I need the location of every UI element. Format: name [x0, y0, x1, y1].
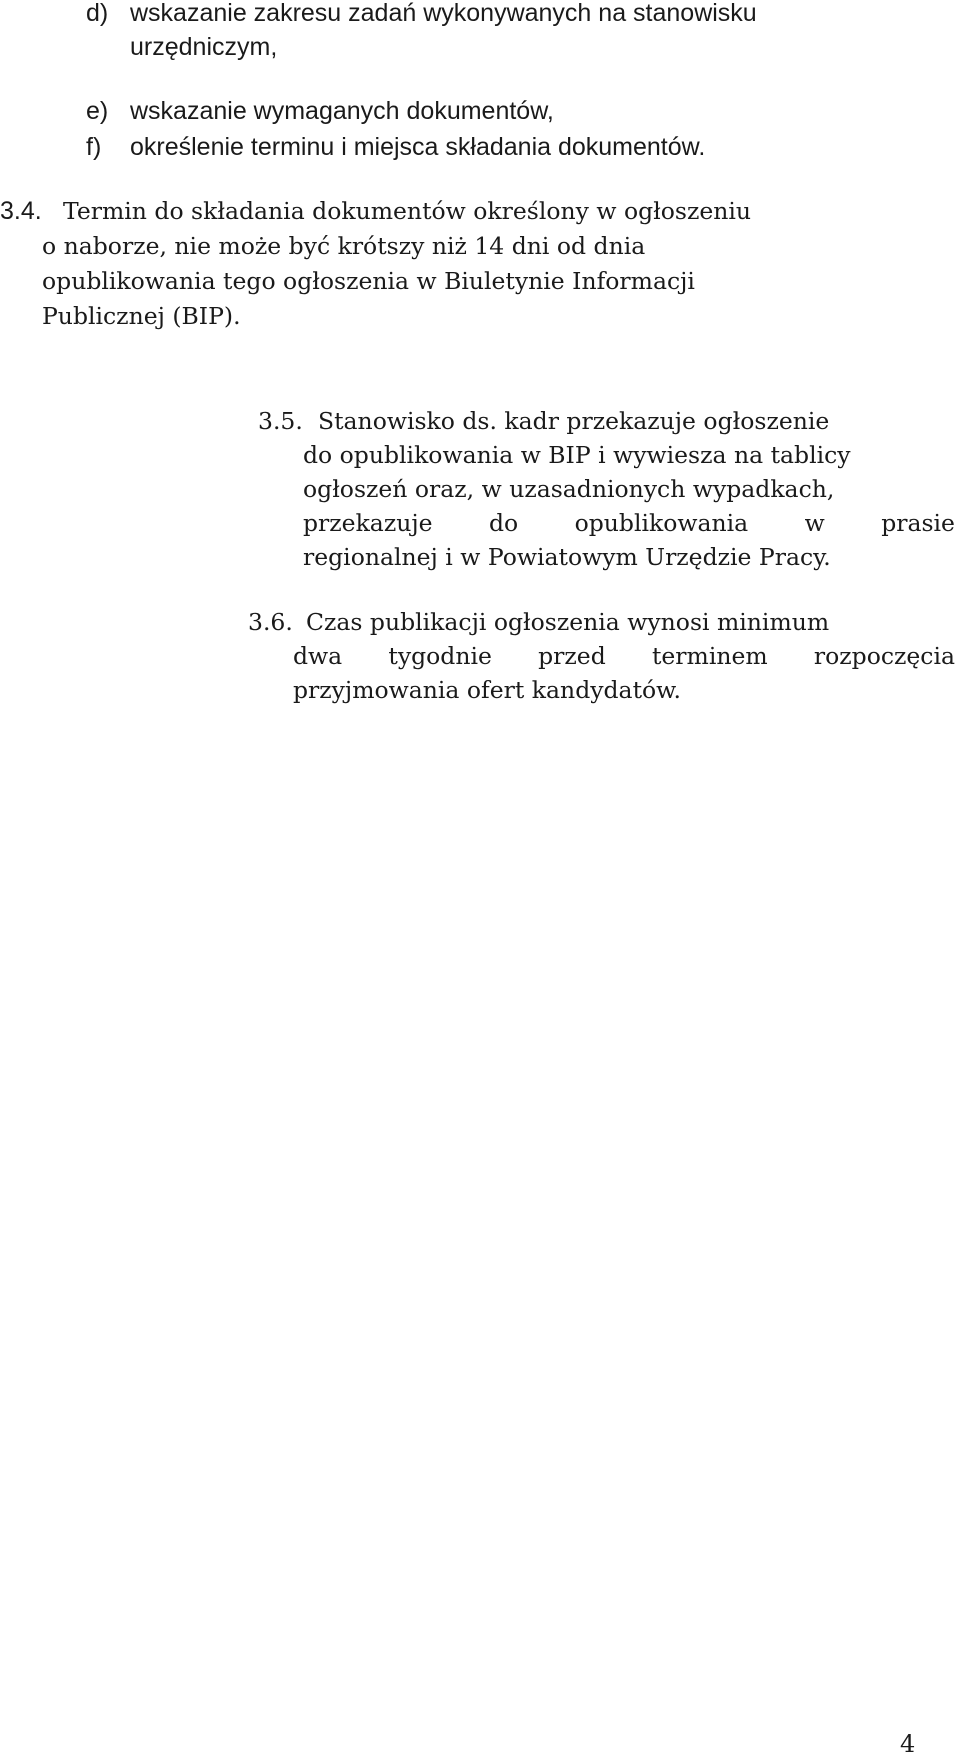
word: terminem [651, 642, 768, 670]
list-item-e-marker: e) [86, 97, 109, 125]
word: opublikowania [574, 509, 749, 537]
section-3-5-line-5: regionalnej i w Powiatowym Urzędzie Pracy. [303, 543, 831, 571]
section-3-4-line-2: o naborze, nie może być krótszy niż 14 dni od dnia [42, 232, 646, 260]
word: rozpoczęcia [813, 642, 955, 670]
word: dwa [293, 642, 343, 670]
list-item-d-line-1: wskazanie zakresu zadań wykonywanych na stanowisku [130, 0, 757, 27]
section-3-4-line-3: opublikowania tego ogłoszenia w Biuletynie Informacji [42, 267, 695, 295]
section-3-6-number: 3.6. [248, 608, 293, 636]
section-3-5-line-3: ogłoszeń oraz, w uzasadnionych wypadkach, [303, 475, 835, 503]
section-3-6-line-3: przyjmowania ofert kandydatów. [293, 676, 681, 704]
section-3-4-number: 3.4. [0, 197, 42, 225]
list-item-f-marker: f) [86, 133, 102, 161]
list-item-e-text: wskazanie wymaganych dokumentów, [130, 97, 554, 125]
word: przed [538, 642, 606, 670]
list-item-d-marker: d) [86, 0, 109, 27]
section-3-6-line-2 [293, 639, 955, 673]
word: prasie [881, 509, 955, 537]
section-3-5-line-2: do opublikowania w BIP i wywiesza na tablicy [303, 441, 851, 469]
list-item-f-text: określenie terminu i miejsca składania dokumentów. [130, 133, 706, 161]
word: przekazuje [303, 509, 433, 537]
list-item-d-line-2: urzędniczym, [130, 33, 278, 61]
section-3-6-line-1: Czas publikacji ogłoszenia wynosi minimum [306, 608, 830, 636]
section-3-4-line-1: Termin do składania dokumentów określony w ogłoszeniu [63, 197, 752, 225]
word: w [804, 509, 825, 537]
section-3-5-line-1: Stanowisko ds. kadr przekazuje ogłoszenie [318, 407, 830, 435]
section-3-5-number: 3.5. [258, 407, 303, 435]
section-3-4-line-4: Publicznej (BIP). [42, 302, 241, 330]
section-3-5-line-4 [303, 506, 955, 540]
page-number: 4 [900, 1730, 916, 1758]
word: do [488, 509, 519, 537]
word: tygodnie [388, 642, 492, 670]
